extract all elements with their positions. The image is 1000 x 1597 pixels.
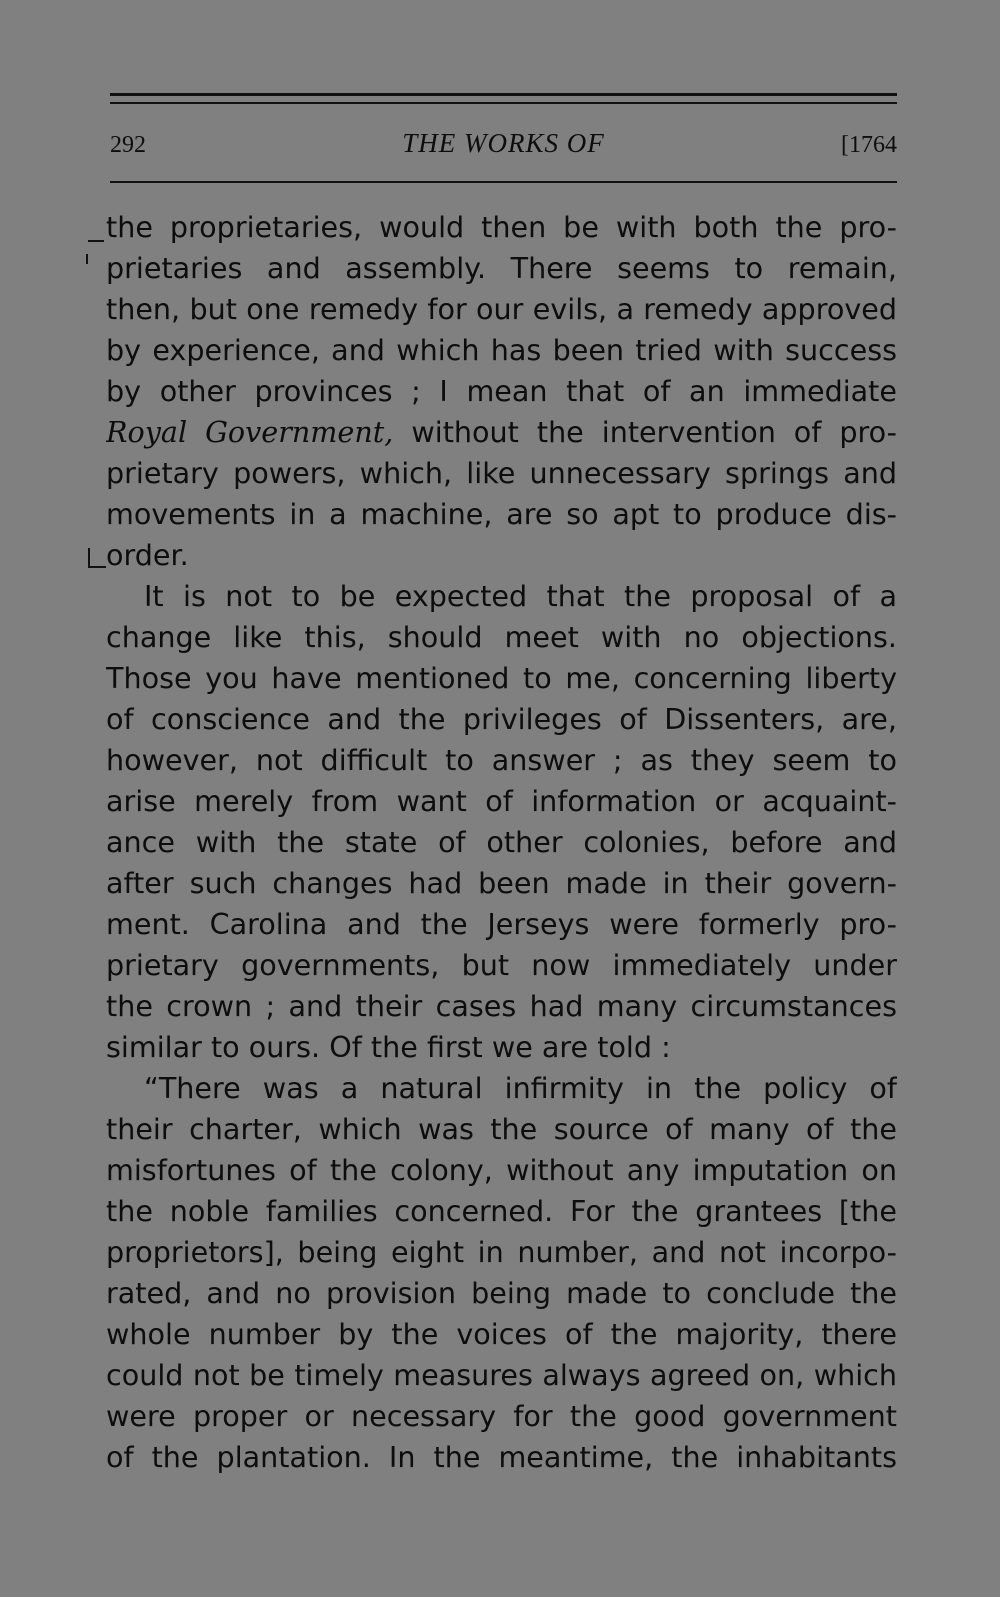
text-line: the proprietaries, would then be with both the pro-	[106, 210, 897, 244]
text-line-rest: without the intervention of pro-	[411, 415, 897, 449]
text-line: arise merely from want of information or acquaint-	[106, 784, 897, 818]
italic-royal-government: Royal Government,	[106, 415, 394, 449]
text-line: It is not to be expected that the proposal of a	[144, 579, 897, 613]
text-line: the noble families concerned. For the grantees [the	[106, 1194, 897, 1228]
text-line: after such changes had been made in their govern-	[106, 866, 897, 900]
text-line: could not be timely measures always agreed on, which	[106, 1358, 897, 1392]
text-line: by other provinces ; I mean that of an immediate	[106, 374, 897, 408]
text-line: change like this, should meet with no objections.	[106, 620, 897, 654]
text-line: “There was a natural infirmity in the policy of	[144, 1071, 897, 1105]
header-rule	[110, 181, 897, 183]
text-line: proprietors], being eight in number, and not incorpo-	[106, 1235, 897, 1269]
text-line: the crown ; and their cases had many circumstances	[106, 989, 897, 1023]
running-title: THE WORKS OF	[402, 128, 605, 158]
text-line: order.	[106, 538, 189, 572]
page-header	[110, 128, 897, 168]
text-line: of the plantation. In the meantime, the inhabitants	[106, 1440, 897, 1474]
text-line: misfortunes of the colony, without any imputation on	[106, 1153, 897, 1187]
body-text	[106, 207, 897, 1478]
text-line: prietaries and assembly. There seems to remain,	[106, 251, 897, 285]
text-line: of conscience and the privileges of Dissenters, are,	[106, 702, 897, 736]
text-line: prietary governments, but now immediately under	[106, 948, 897, 982]
text-line: their charter, which was the source of many of the	[106, 1112, 897, 1146]
text-line: then, but one remedy for our evils, a remedy approved	[106, 292, 897, 326]
page-number: 292	[110, 132, 146, 158]
text-line: however, not difficult to answer ; as they seem to	[106, 743, 897, 777]
margin-bracket-open	[88, 240, 104, 268]
top-rule-thin	[110, 102, 897, 104]
text-line: movements in a machine, are so apt to produce dis-	[106, 497, 897, 531]
header-year: [1764	[841, 132, 897, 158]
text-line: rated, and no provision being made to conclude the	[106, 1276, 897, 1310]
text-line: ment. Carolina and the Jerseys were formerly pro-	[106, 907, 897, 941]
text-line: prietary powers, which, like unnecessary springs and	[106, 456, 897, 490]
text-line: whole number by the voices of the majority, there	[106, 1317, 897, 1351]
text-line: Those you have mentioned to me, concerning liberty	[106, 661, 897, 695]
text-line	[106, 412, 897, 453]
text-line: were proper or necessary for the good government	[106, 1399, 897, 1433]
top-rule-thick	[110, 93, 897, 96]
text-line: by experience, and which has been tried with success	[106, 333, 897, 367]
text-line: similar to ours. Of the first we are told :	[106, 1030, 671, 1064]
margin-bracket-close	[88, 548, 106, 568]
text-line: ance with the state of other colonies, before and	[106, 825, 897, 859]
